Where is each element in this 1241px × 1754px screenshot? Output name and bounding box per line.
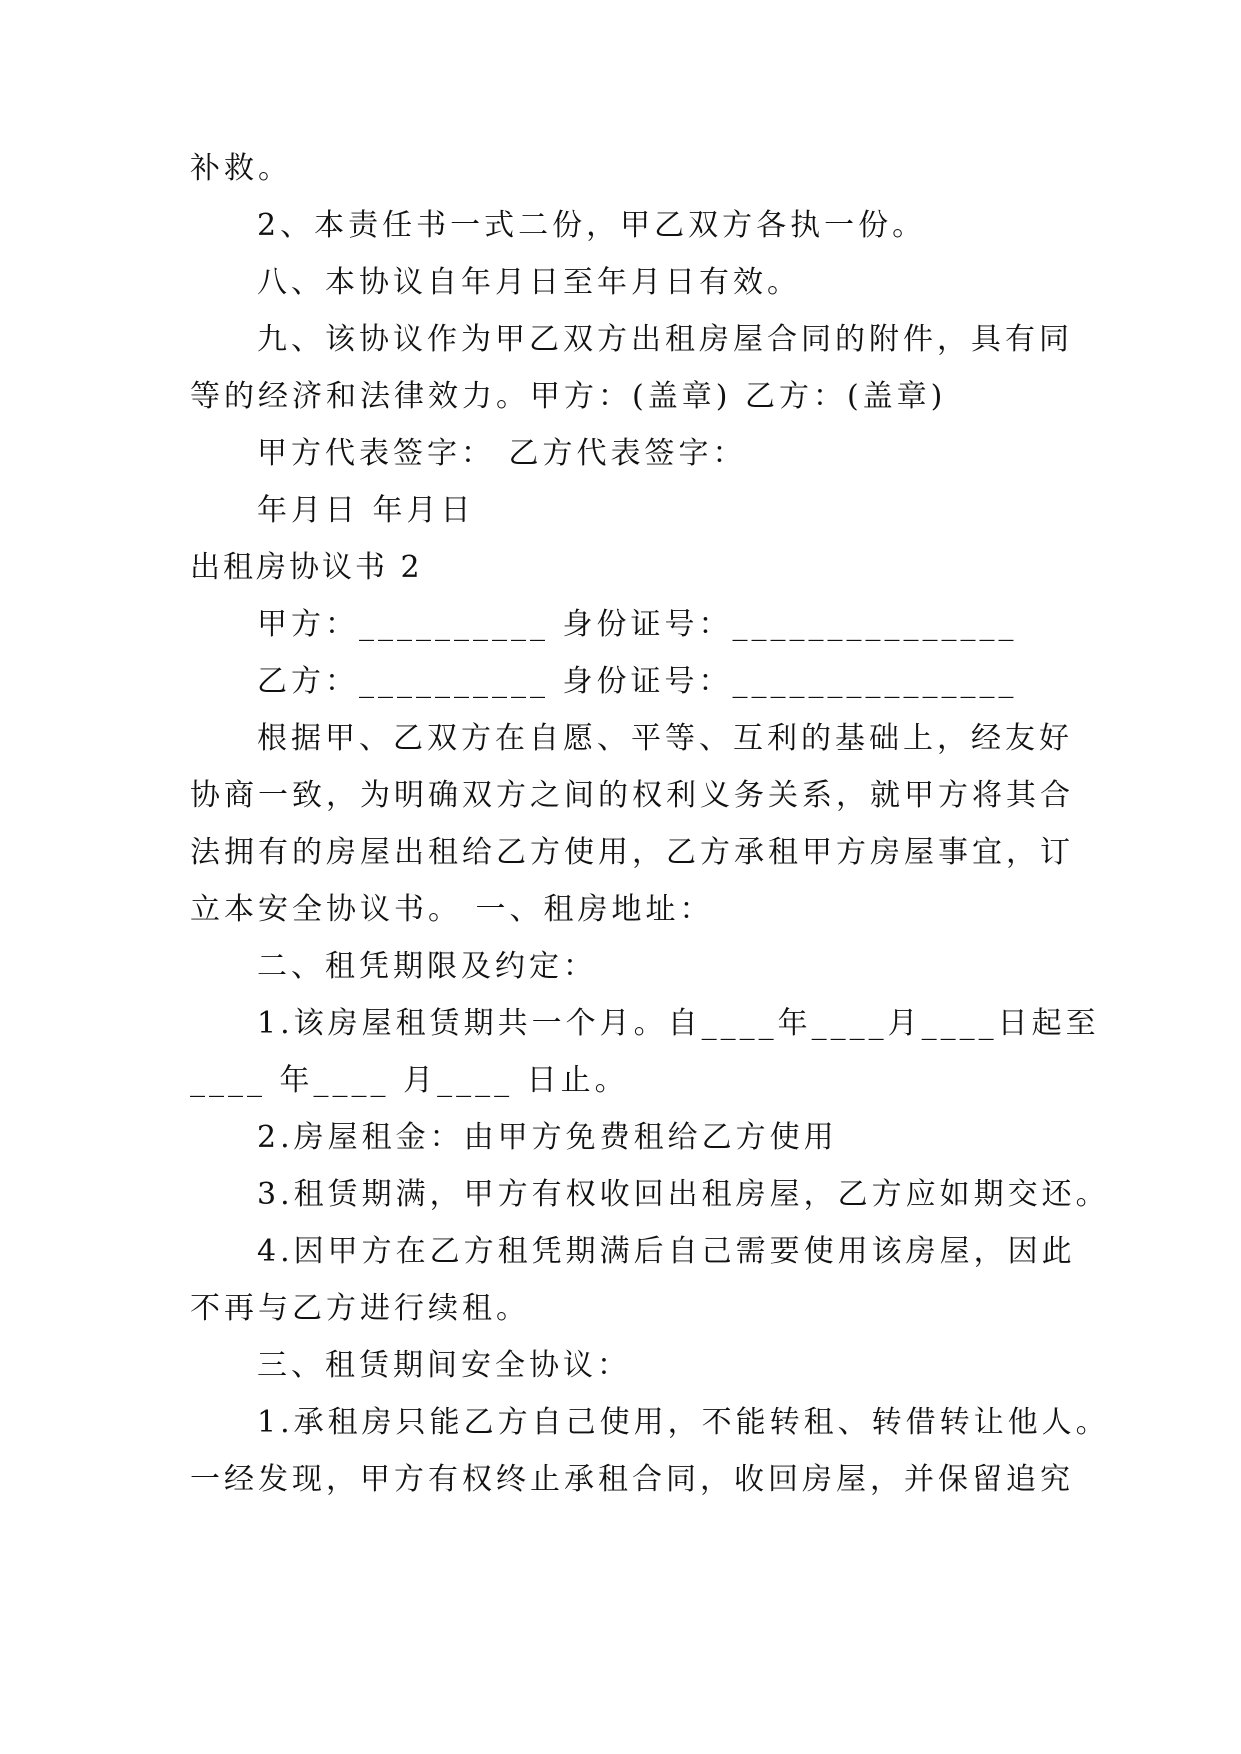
signature-representatives: 甲方代表签字： 乙方代表签字： xyxy=(257,436,747,471)
preamble-line-4: 立本安全协议书。 一、租房地址： xyxy=(190,892,714,927)
expiry-clause: 3.租赁期满，甲方有权收回出租房屋，乙方应如期交还。 xyxy=(257,1177,1110,1212)
preamble-line-3: 法拥有的房屋出租给乙方使用，乙方承租甲方房屋事宜，订 xyxy=(190,835,1074,870)
renewal-clause-line-2: 不再与乙方进行续租。 xyxy=(190,1291,530,1326)
clause-eight-validity: 八、本协议自年月日至年月日有效。 xyxy=(257,265,801,300)
term-line-2: ____ 年____ 月____ 日止。 xyxy=(190,1063,629,1098)
preamble-line-2: 协商一致，为明确双方之间的权利义务关系，就甲方将其合 xyxy=(190,778,1074,813)
section-two-heading: 二、租凭期限及约定： xyxy=(257,949,597,984)
safety-clause-line-1: 1.承租房只能乙方自己使用，不能转租、转借转让他人。 xyxy=(257,1405,1110,1440)
safety-clause-line-2: 一经发现，甲方有权终止承租合同，收回房屋，并保留追究 xyxy=(190,1462,1074,1497)
signature-dates: 年月日 年月日 xyxy=(257,493,475,528)
rent-clause: 2.房屋租金：由甲方免费租给乙方使用 xyxy=(257,1120,838,1155)
party-b-fields: 乙方：__________ 身份证号：_______________ xyxy=(257,664,1018,699)
text-line-continuation: 补救。 xyxy=(190,151,292,186)
preamble-line-1: 根据甲、乙双方在自愿、平等、互利的基础上，经友好 xyxy=(257,721,1073,756)
clause-nine-line-1: 九、该协议作为甲乙双方出租房屋合同的附件，具有同 xyxy=(257,322,1073,357)
clause-responsibility-copies: 2、本责任书一式二份，甲乙双方各执一份。 xyxy=(257,208,927,243)
term-line-1: 1.该房屋租赁期共一个月。自____年____月____日起至 xyxy=(257,1006,1100,1041)
clause-nine-line-2: 等的经济和法律效力。甲方：(盖章) 乙方：(盖章) xyxy=(190,379,947,414)
party-a-fields: 甲方：__________ 身份证号：_______________ xyxy=(257,607,1018,642)
section-three-heading: 三、租赁期间安全协议： xyxy=(257,1348,631,1383)
section-title: 出租房协议书 2 xyxy=(190,550,423,585)
renewal-clause-line-1: 4.因甲方在乙方租凭期满后自己需要使用该房屋，因此 xyxy=(257,1234,1076,1269)
